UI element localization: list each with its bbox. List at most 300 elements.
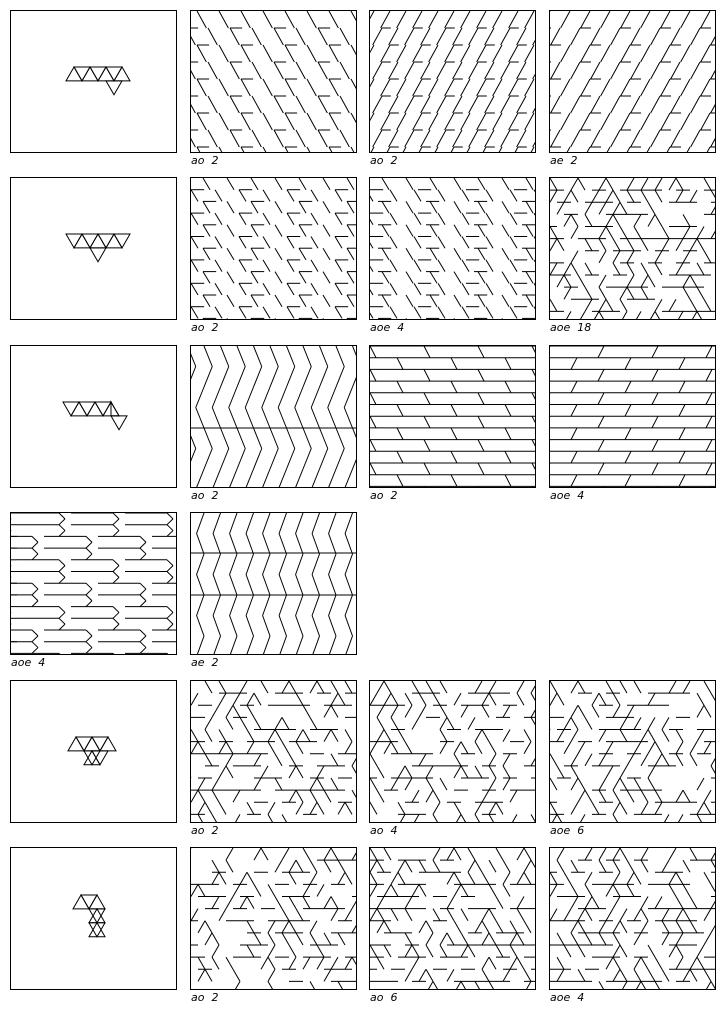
tiling-edge: [532, 369, 535, 381]
tiling-edge: [275, 318, 282, 319]
tiling-edge: [426, 981, 433, 989]
tiling-edge: [370, 45, 374, 62]
tiling-edge: [370, 463, 376, 475]
tiling-edge: [246, 575, 253, 596]
tiling-edge: [295, 387, 303, 408]
tiling-edge: [655, 299, 662, 311]
tiling-edge: [606, 178, 613, 190]
tiling-edge: [486, 213, 493, 225]
tiling-edge: [212, 705, 219, 717]
tiling-edge: [526, 201, 533, 213]
tiling-edge: [303, 367, 311, 388]
tiling-edge: [278, 408, 286, 429]
tiling-edge: [32, 548, 38, 554]
triangle-cell: [92, 737, 108, 751]
tiling-edge: [299, 295, 306, 307]
tiling-edge: [655, 190, 662, 202]
tiling-edge: [533, 130, 535, 147]
tiling-edge: [683, 251, 690, 263]
tiling-edge: [320, 346, 328, 367]
tiling-label: aoe 4: [11, 656, 46, 669]
tiling-edge: [262, 469, 270, 487]
tiling-edge: [268, 981, 275, 989]
tiling-edge: [208, 62, 217, 79]
tiling-edge: [203, 201, 210, 213]
tiling-edge: [510, 933, 517, 945]
tiling-panel: [549, 10, 716, 153]
tiling-edge: [445, 45, 454, 62]
tiling-edge: [296, 96, 305, 113]
tiling-edge: [205, 933, 212, 945]
tiling-edge: [641, 921, 648, 933]
tiling-edge: [634, 969, 641, 981]
tiling-edge: [282, 717, 289, 729]
tiling-edge: [377, 896, 384, 908]
tiling-edge: [391, 717, 398, 729]
tiling-edge: [198, 742, 205, 754]
tiling-edge: [641, 79, 650, 96]
tiling-edge: [591, 28, 600, 45]
tiling-edge: [282, 681, 289, 693]
tiling-edge: [669, 178, 676, 190]
tiling-edge: [270, 428, 278, 449]
tiling-edge: [489, 742, 496, 754]
tiling-edge: [571, 451, 577, 463]
tiling-edge: [517, 28, 526, 45]
tiling-edge: [299, 272, 306, 284]
tiling-edge: [550, 263, 557, 275]
tiling-edge: [578, 909, 585, 921]
tiling-edge: [461, 909, 468, 921]
tiling-edge: [226, 766, 233, 778]
tiling-edge: [390, 237, 397, 249]
tiling-edge: [140, 583, 146, 589]
tiling-edge: [641, 754, 648, 766]
tiling-edge: [203, 178, 210, 190]
tiling-edge: [438, 213, 445, 225]
tiling-edge: [406, 248, 413, 260]
tiling-edge: [113, 566, 119, 572]
tiling-edge: [405, 766, 412, 778]
tiling-edge: [532, 416, 535, 428]
tiling-panel: [369, 345, 536, 488]
tiling-pattern: [370, 848, 535, 989]
tiling-edge: [219, 872, 226, 884]
tiling-edge: [226, 705, 233, 717]
tiling-edge: [296, 729, 303, 741]
tiling-edge: [531, 814, 535, 822]
tiling-edge: [676, 178, 683, 190]
tiling-edge: [251, 225, 258, 237]
tiling-edge: [683, 909, 690, 921]
tiling-edge: [390, 307, 397, 319]
tiling-edge: [279, 595, 286, 616]
tiling-edge: [424, 369, 430, 381]
tiling-edge: [711, 693, 715, 705]
tiling-edge: [517, 681, 524, 693]
tiling-edge: [585, 790, 592, 802]
tiling-edge: [318, 62, 327, 79]
tiling-edge: [550, 190, 557, 202]
tiling-edge: [641, 178, 648, 190]
tiling-edge: [310, 717, 317, 729]
tiling-edge: [641, 957, 648, 969]
tiling-edge: [531, 717, 535, 729]
tiling-edge: [620, 778, 627, 790]
tiling-edge: [585, 754, 592, 766]
tiling-edge: [421, 96, 430, 113]
tiling-edge: [230, 534, 237, 555]
tiling-edge: [329, 616, 336, 637]
tiling-edge: [381, 147, 390, 152]
tiling-edge: [32, 589, 38, 595]
tiling-edge: [268, 921, 275, 933]
tiling-edge: [426, 766, 433, 778]
tiling-edge: [221, 449, 229, 470]
tiling-edge: [690, 275, 697, 287]
tiling-edge: [233, 693, 240, 705]
tiling-edge: [557, 957, 564, 969]
tiling-edge: [634, 681, 641, 693]
tiling-edge: [287, 213, 294, 225]
tiling-edge: [648, 742, 655, 754]
tiling-edge: [534, 283, 535, 295]
tiling-edge: [191, 428, 196, 449]
tiling-edge: [86, 536, 92, 542]
tiling-edge: [704, 681, 711, 693]
prototile-panel: [10, 345, 177, 488]
tiling-edge: [571, 263, 578, 275]
tiling-edge: [287, 449, 295, 470]
tiling-edge: [557, 969, 564, 981]
tiling-edge: [86, 583, 92, 589]
tiling-edge: [571, 778, 578, 790]
tiling-edge: [652, 416, 658, 428]
tiling-edge: [571, 251, 578, 263]
tiling-edge: [377, 766, 384, 778]
tiling-edge: [254, 754, 261, 766]
tiling-edge: [532, 393, 535, 405]
tiling-edge: [261, 957, 268, 969]
tiling-edge: [532, 346, 535, 358]
tiling-edge: [338, 693, 345, 705]
tiling-edge: [676, 790, 683, 802]
tiling-edge: [561, 79, 570, 96]
tiling-edge: [503, 754, 510, 766]
tiling-edge: [310, 872, 317, 884]
tiling-edge: [205, 729, 212, 741]
tiling-edge: [461, 814, 468, 822]
tiling-edge: [704, 802, 711, 814]
tiling-edge: [263, 595, 270, 616]
tiling-edge: [482, 693, 489, 705]
tiling-edge: [240, 717, 247, 729]
tiling-edge: [621, 45, 630, 62]
tiling-edge: [347, 178, 354, 190]
tiling-edge: [197, 45, 206, 62]
triangle-cell: [89, 923, 105, 937]
tiling-edge: [241, 147, 250, 152]
tiling-edge: [601, 147, 610, 152]
tiling-edge: [454, 848, 461, 860]
tiling-edge: [347, 201, 354, 213]
tiling-edge: [251, 295, 258, 307]
tiling-edge: [462, 190, 469, 202]
tiling-edge: [557, 848, 564, 860]
tiling-edge: [398, 860, 405, 872]
tiling-edge: [440, 778, 447, 790]
tiling-edge: [405, 860, 412, 872]
tiling-edge: [405, 705, 412, 717]
tiling-edge: [246, 636, 253, 654]
tiling-edge: [429, 113, 438, 130]
tiling-edge: [263, 534, 270, 555]
tiling-edge: [613, 848, 620, 860]
tiling-edge: [397, 428, 403, 440]
tiling-edge: [310, 681, 317, 693]
tiling-edge: [606, 766, 613, 778]
tiling-edge: [59, 560, 65, 566]
tiling-edge: [212, 790, 219, 802]
tiling-edge: [652, 346, 658, 358]
tiling-edge: [285, 11, 294, 28]
tiling-edge: [581, 147, 590, 152]
tiling-edge: [469, 28, 478, 45]
tiling-edge: [701, 113, 710, 130]
tiling-edge: [697, 287, 704, 299]
tiling-edge: [140, 630, 146, 636]
tiling-edge: [237, 449, 245, 470]
tiling-edge: [426, 933, 433, 945]
tiling-edge: [215, 260, 222, 272]
tiling-edge: [620, 848, 627, 860]
triangle-cell: [100, 737, 116, 751]
tiling-edge: [424, 440, 430, 452]
tiling-edge: [462, 237, 469, 249]
tiling-edge: [345, 595, 352, 616]
tiling-edge: [312, 636, 319, 654]
tiling-edge: [204, 367, 212, 388]
tiling-edge: [445, 147, 454, 152]
tiling-edge: [648, 969, 655, 981]
tiling-edge: [240, 872, 247, 884]
tiling-edge: [627, 239, 634, 251]
tiling-edge: [227, 178, 234, 190]
triangle-cell: [89, 923, 105, 937]
tiling-edge: [461, 933, 468, 945]
tiling-edge: [419, 754, 426, 766]
tiling-edge: [627, 190, 634, 202]
tiling-edge: [454, 295, 461, 307]
tiling-edge: [329, 45, 338, 62]
tiling-edge: [613, 202, 620, 214]
tiling-edge: [351, 11, 356, 28]
tiling-edge: [585, 202, 592, 214]
tiling-edge: [669, 872, 676, 884]
tiling-edge: [347, 295, 354, 307]
tiling-edge: [384, 921, 391, 933]
tiling-edge: [335, 213, 342, 225]
tiling-edge: [561, 45, 570, 62]
tiling-edge: [263, 79, 272, 96]
tiling-edge: [212, 957, 219, 969]
tiling-edge: [510, 213, 517, 225]
tiling-edge: [197, 636, 204, 654]
tiling-edge: [433, 790, 440, 802]
tiling-edge: [191, 449, 196, 470]
tiling-edge: [215, 237, 222, 249]
tiling-edge: [353, 428, 357, 449]
triangle-cell: [106, 67, 122, 81]
tiling-edge: [263, 113, 272, 130]
tiling-edge: [571, 754, 578, 766]
tiling-edge: [263, 237, 270, 249]
tiling-edge: [278, 469, 286, 487]
tiling-edge: [571, 933, 578, 945]
tiling-edge: [641, 147, 650, 152]
tiling-edge: [405, 945, 412, 957]
tiling-edge: [340, 96, 349, 113]
tiling-edge: [317, 681, 324, 693]
tiling-edge: [227, 201, 234, 213]
tiling-edge: [486, 307, 493, 319]
tiling-edge: [510, 814, 517, 822]
tiling-edge: [268, 884, 275, 896]
tiling-edge: [412, 681, 419, 693]
triangle-cell: [66, 67, 82, 81]
tiling-edge: [167, 519, 173, 525]
tiling-edge: [405, 693, 412, 705]
tiling-edge: [382, 272, 389, 284]
tiling-edge: [230, 28, 239, 45]
tiling-edge: [413, 113, 422, 130]
tiling-edge: [510, 921, 517, 933]
tiling-edge: [303, 729, 310, 741]
tiling-edge: [505, 405, 511, 417]
tiling-edge: [391, 693, 398, 705]
tiling-edge: [405, 969, 412, 981]
tiling-edge: [197, 575, 204, 596]
tiling-edge: [198, 778, 205, 790]
tiling-edge: [191, 237, 198, 249]
tiling-edge: [690, 311, 697, 319]
tiling-edge: [599, 848, 606, 860]
tiling-edge: [679, 358, 685, 370]
tiling-edge: [578, 814, 585, 822]
tiling-edge: [627, 251, 634, 263]
tiling-edge: [430, 201, 437, 213]
tiling-edge: [213, 616, 220, 637]
triangle-cell: [114, 234, 130, 248]
tiling-edge: [592, 802, 599, 814]
tiling-edge: [413, 79, 422, 96]
tiling-edge: [571, 705, 578, 717]
tiling-edge: [86, 595, 92, 601]
tiling-edge: [351, 113, 356, 130]
tiling-edge: [198, 957, 205, 969]
tiling-edge: [469, 62, 478, 79]
tiling-edge: [502, 178, 509, 190]
tiling-edge: [598, 393, 604, 405]
tiling-edge: [303, 449, 311, 470]
tiling-edge: [461, 742, 468, 754]
tiling-edge: [310, 921, 317, 933]
tiling-edge: [215, 283, 222, 295]
tiling-edge: [303, 428, 311, 449]
tiling-edge: [475, 860, 482, 872]
tiling-edge: [462, 307, 469, 319]
tiling-edge: [503, 860, 510, 872]
tiling-edge: [461, 705, 468, 717]
tiling-edge: [564, 717, 571, 729]
tiling-edge: [391, 909, 398, 921]
tiling-edge: [230, 513, 237, 534]
tiling-edge: [711, 921, 715, 933]
triangle-cell: [79, 402, 95, 416]
tiling-edge: [331, 705, 338, 717]
tiling-edge: [524, 981, 531, 989]
tiling-edge: [389, 130, 398, 147]
tiling-edge: [167, 653, 173, 654]
tiling-edge: [613, 921, 620, 933]
tiling-edge: [191, 96, 195, 113]
tiling-edge: [489, 909, 496, 921]
tiling-edge: [461, 113, 470, 130]
tiling-edge: [505, 451, 511, 463]
tiling-edge: [550, 681, 557, 693]
tiling-edge: [611, 130, 620, 147]
tiling-edge: [486, 190, 493, 202]
tiling-edge: [648, 275, 655, 287]
tiling-edge: [275, 729, 282, 741]
tiling-edge: [198, 790, 205, 802]
tiling-edge: [454, 884, 461, 896]
tiling-edge: [625, 475, 631, 487]
tiling-edge: [462, 283, 469, 295]
tiling-edge: [489, 884, 496, 896]
tiling-edge: [468, 717, 475, 729]
tiling-edge: [662, 909, 669, 921]
tiling-edge: [113, 572, 119, 578]
tiling-edge: [571, 860, 578, 872]
tiling-edge: [571, 214, 578, 226]
tiling-edge: [219, 147, 228, 152]
tiling-edge: [613, 790, 620, 802]
tiling-edge: [338, 860, 345, 872]
tiling-edge: [531, 705, 535, 717]
tiling-edge: [711, 130, 715, 147]
tiling-edge: [324, 705, 331, 717]
tiling-edge: [438, 190, 445, 202]
tiling-edge: [384, 693, 391, 705]
tiling-edge: [323, 178, 330, 190]
tiling-edge: [329, 513, 336, 534]
tiling-edge: [279, 554, 286, 575]
tiling-edge: [424, 393, 430, 405]
tiling-edge: [287, 283, 294, 295]
tiling-edge: [312, 534, 319, 555]
tiling-edge: [477, 147, 486, 152]
tiling-edge: [391, 778, 398, 790]
tiling-edge: [274, 96, 283, 113]
triangle-cell: [92, 751, 108, 765]
tiling-edge: [571, 178, 578, 190]
tiling-edge: [329, 147, 338, 152]
tiling-edge: [245, 408, 253, 429]
triangle-cell: [82, 234, 98, 248]
tiling-edge: [591, 130, 600, 147]
tiling-edge: [324, 969, 331, 981]
